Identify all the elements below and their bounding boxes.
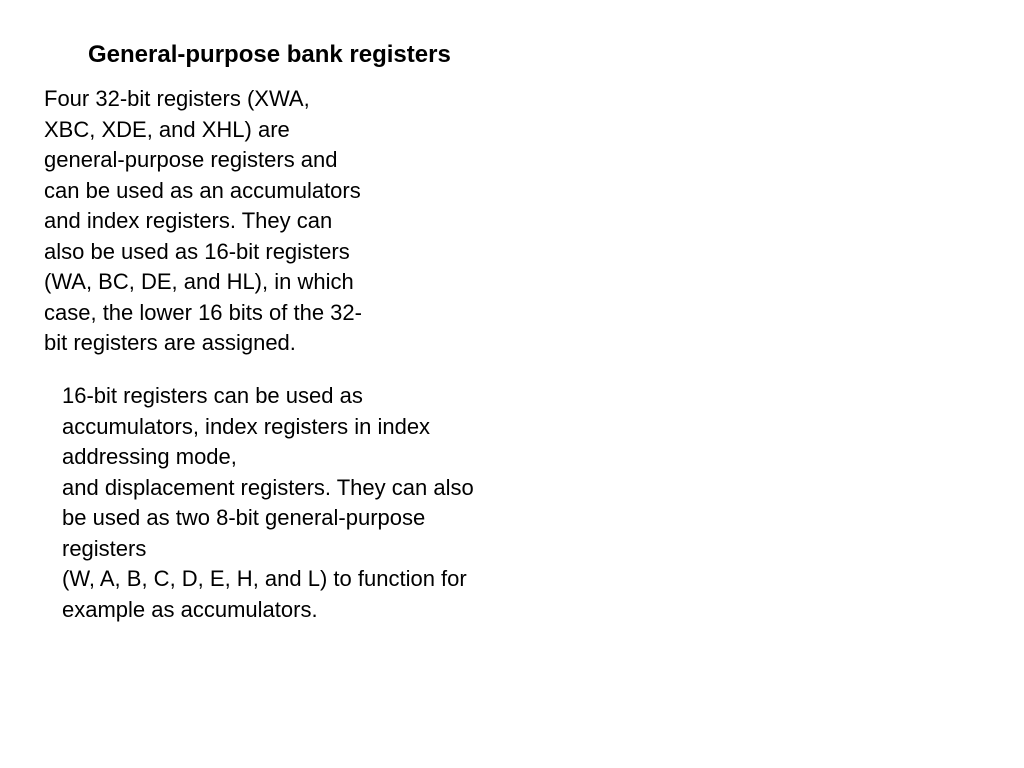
text-line: accumulators, index registers in index (62, 413, 431, 439)
text-line: be used as two 8-bit general-purpose (62, 505, 426, 530)
text-line: addressing mode, (62, 444, 237, 469)
text-line: Four 32-bit registers (XWA, (44, 86, 310, 111)
text-line: and displacement registers. They can also (62, 474, 474, 500)
text-line: can be used as an accumulators (44, 177, 361, 203)
text-line: 16-bit registers can be used as (62, 383, 363, 408)
text-line: (W, A, B, C, D, E, H, and L) to function for (62, 566, 467, 591)
text-line: case, the lower 16 bits of the 32- (44, 299, 362, 325)
paragraph-32bit-registers (44, 84, 362, 359)
paragraph-16bit-registers (62, 381, 474, 625)
text-line: also be used as 16-bit registers (44, 238, 350, 264)
text-line: bit registers are assigned. (44, 330, 296, 355)
text-line: example as accumulators. (62, 596, 318, 622)
text-line: general-purpose registers and (44, 147, 338, 172)
text-line: (WA, BC, DE, and HL), in which (44, 269, 354, 294)
slide-title: General-purpose bank registers (88, 41, 451, 68)
text-line: XBC, XDE, and XHL) are (44, 116, 290, 142)
text-line: and index registers. They can (44, 208, 333, 233)
text-line: registers (62, 535, 147, 561)
